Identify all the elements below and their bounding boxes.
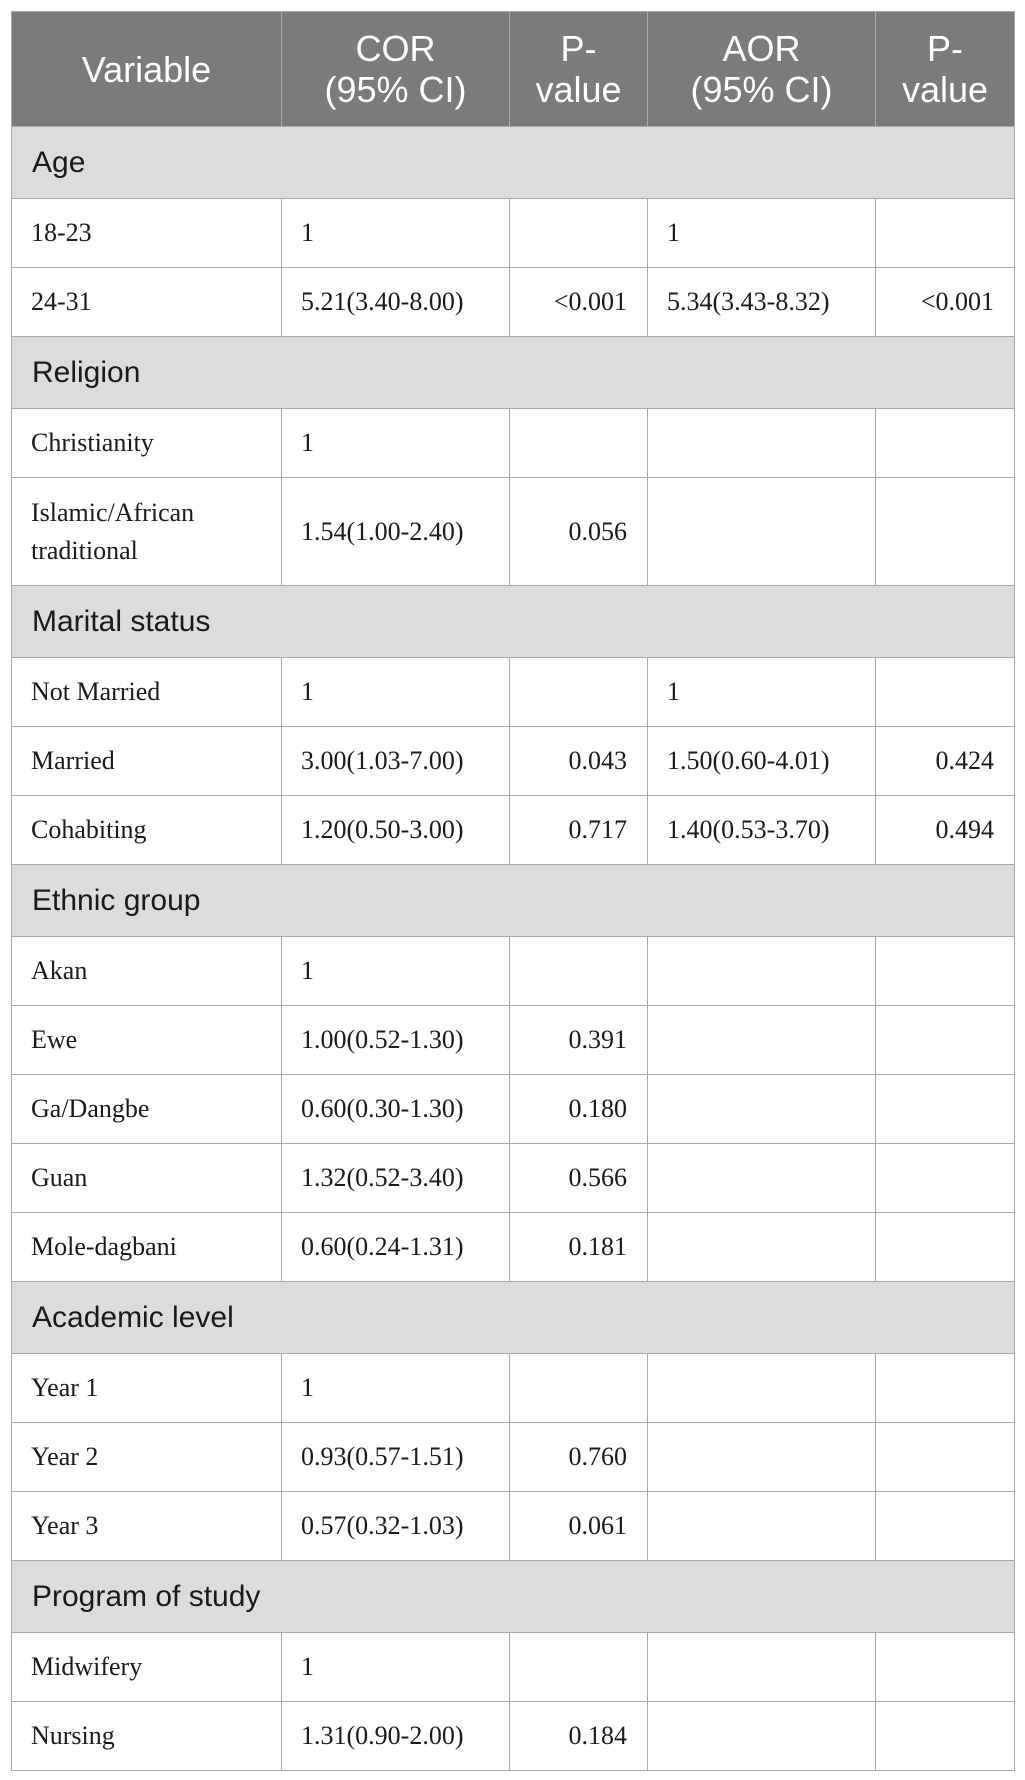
cell-p-value-aor — [876, 1006, 1015, 1075]
cell-aor: 1.50(0.60-4.01) — [648, 727, 876, 796]
header-aor — [648, 12, 876, 127]
cell-p-value-aor — [876, 1213, 1015, 1282]
header-cor — [282, 12, 510, 127]
cell-cor: 0.57(0.32-1.03) — [282, 1492, 510, 1561]
cell-variable: Ewe — [12, 1006, 282, 1075]
header-cor-line1: COR — [355, 28, 436, 69]
cell-p-value-cor: 0.717 — [510, 796, 648, 865]
cell-p-value-cor: 0.181 — [510, 1213, 648, 1282]
table-row — [12, 658, 1015, 727]
cell-p-value-aor — [876, 409, 1015, 478]
cell-cor: 1.32(0.52-3.40) — [282, 1144, 510, 1213]
cell-variable: Akan — [12, 937, 282, 1006]
cell-aor — [648, 409, 876, 478]
cell-p-value-cor — [510, 1354, 648, 1423]
cell-p-value-cor — [510, 1633, 648, 1702]
table-row — [12, 268, 1015, 337]
cell-p-value-aor — [876, 1492, 1015, 1561]
cell-variable: Christianity — [12, 409, 282, 478]
section-title: Age — [12, 127, 1015, 199]
table-row — [12, 478, 1015, 586]
table-row — [12, 1213, 1015, 1282]
cell-cor: 1 — [282, 1633, 510, 1702]
cell-cor: 1 — [282, 409, 510, 478]
cell-cor: 1.00(0.52-1.30) — [282, 1006, 510, 1075]
section-title: Program of study — [12, 1561, 1015, 1633]
cell-cor: 0.93(0.57-1.51) — [282, 1423, 510, 1492]
cell-p-value-aor — [876, 1075, 1015, 1144]
table-row — [12, 1633, 1015, 1702]
cell-cor: 0.60(0.24-1.31) — [282, 1213, 510, 1282]
cell-p-value-cor: 0.056 — [510, 478, 648, 586]
cell-p-value-aor — [876, 937, 1015, 1006]
header-cor-line2: (95% CI) — [324, 69, 467, 110]
cell-p-value-cor — [510, 658, 648, 727]
cell-cor: 1 — [282, 199, 510, 268]
cell-variable: Midwifery — [12, 1633, 282, 1702]
odds-ratio-table — [11, 11, 1015, 1771]
table-row — [12, 1075, 1015, 1144]
cell-cor: 1 — [282, 1354, 510, 1423]
cell-p-value-aor — [876, 658, 1015, 727]
cell-p-value-cor: 0.760 — [510, 1423, 648, 1492]
table-body — [12, 127, 1015, 1771]
cell-variable: Mole-dagbani — [12, 1213, 282, 1282]
cell-cor: 1 — [282, 658, 510, 727]
cell-variable: Nursing — [12, 1702, 282, 1771]
header-p1-line2: value — [535, 69, 622, 110]
cell-p-value-cor — [510, 199, 648, 268]
section-row-ethnic-group — [12, 865, 1015, 937]
cell-aor — [648, 1354, 876, 1423]
table-row — [12, 1354, 1015, 1423]
table-row — [12, 1423, 1015, 1492]
cell-aor: 5.34(3.43-8.32) — [648, 268, 876, 337]
section-row-age — [12, 127, 1015, 199]
header-p-value-aor — [876, 12, 1015, 127]
section-title: Ethnic group — [12, 865, 1015, 937]
cell-aor: 1.40(0.53-3.70) — [648, 796, 876, 865]
cell-variable: 24-31 — [12, 268, 282, 337]
cell-p-value-aor: 0.494 — [876, 796, 1015, 865]
header-aor-line2: (95% CI) — [690, 69, 833, 110]
cell-variable: Islamic/African traditional — [12, 478, 282, 586]
cell-cor: 5.21(3.40-8.00) — [282, 268, 510, 337]
section-row-program-of-study — [12, 1561, 1015, 1633]
header-aor-line1: AOR — [722, 28, 801, 69]
table-row — [12, 1144, 1015, 1213]
cell-variable: 18-23 — [12, 199, 282, 268]
table-header — [12, 12, 1015, 127]
cell-aor — [648, 1006, 876, 1075]
cell-aor — [648, 1423, 876, 1492]
cell-p-value-cor: 0.061 — [510, 1492, 648, 1561]
header-p1-line1: P- — [560, 28, 597, 69]
header-variable-label: Variable — [81, 48, 212, 90]
cell-p-value-cor — [510, 409, 648, 478]
section-title: Religion — [12, 337, 1015, 409]
table-row — [12, 796, 1015, 865]
cell-cor: 1.31(0.90-2.00) — [282, 1702, 510, 1771]
table-row — [12, 1702, 1015, 1771]
cell-aor — [648, 478, 876, 586]
cell-p-value-aor: 0.424 — [876, 727, 1015, 796]
cell-cor: 1.54(1.00-2.40) — [282, 478, 510, 586]
cell-p-value-aor — [876, 1144, 1015, 1213]
cell-p-value-aor — [876, 1702, 1015, 1771]
cell-variable: Year 2 — [12, 1423, 282, 1492]
cell-p-value-cor: 0.566 — [510, 1144, 648, 1213]
cell-aor — [648, 1492, 876, 1561]
table-row — [12, 727, 1015, 796]
cell-cor: 1.20(0.50-3.00) — [282, 796, 510, 865]
cell-variable: Ga/Dangbe — [12, 1075, 282, 1144]
section-title: Marital status — [12, 586, 1015, 658]
cell-p-value-aor — [876, 1354, 1015, 1423]
table-row — [12, 409, 1015, 478]
header-row — [12, 12, 1015, 127]
cell-p-value-cor: <0.001 — [510, 268, 648, 337]
header-variable — [12, 12, 282, 127]
cell-p-value-cor: 0.184 — [510, 1702, 648, 1771]
cell-cor: 1 — [282, 937, 510, 1006]
cell-p-value-aor — [876, 1423, 1015, 1492]
cell-aor — [648, 1213, 876, 1282]
header-p2-line1: P- — [927, 28, 963, 69]
cell-aor — [648, 1633, 876, 1702]
section-title: Academic level — [12, 1282, 1015, 1354]
section-row-marital-status — [12, 586, 1015, 658]
header-p2-line2: value — [901, 69, 989, 110]
section-row-religion — [12, 337, 1015, 409]
cell-variable: Not Married — [12, 658, 282, 727]
cell-aor — [648, 1144, 876, 1213]
cell-cor: 3.00(1.03-7.00) — [282, 727, 510, 796]
cell-variable: Cohabiting — [12, 796, 282, 865]
cell-variable: Guan — [12, 1144, 282, 1213]
cell-p-value-cor: 0.391 — [510, 1006, 648, 1075]
cell-variable: Married — [12, 727, 282, 796]
cell-aor — [648, 1075, 876, 1144]
cell-p-value-aor — [876, 199, 1015, 268]
table-row — [12, 1006, 1015, 1075]
cell-p-value-cor: 0.180 — [510, 1075, 648, 1144]
cell-aor: 1 — [648, 658, 876, 727]
cell-cor: 0.60(0.30-1.30) — [282, 1075, 510, 1144]
table-row — [12, 1492, 1015, 1561]
cell-p-value-aor — [876, 1633, 1015, 1702]
header-p-value-cor — [510, 12, 648, 127]
cell-p-value-cor: 0.043 — [510, 727, 648, 796]
section-row-academic-level — [12, 1282, 1015, 1354]
cell-variable: Year 1 — [12, 1354, 282, 1423]
cell-p-value-aor: <0.001 — [876, 268, 1015, 337]
table-row — [12, 937, 1015, 1006]
cell-p-value-cor — [510, 937, 648, 1006]
cell-aor — [648, 1702, 876, 1771]
cell-aor: 1 — [648, 199, 876, 268]
cell-p-value-aor — [876, 478, 1015, 586]
cell-variable: Year 3 — [12, 1492, 282, 1561]
table-row — [12, 199, 1015, 268]
cell-aor — [648, 937, 876, 1006]
